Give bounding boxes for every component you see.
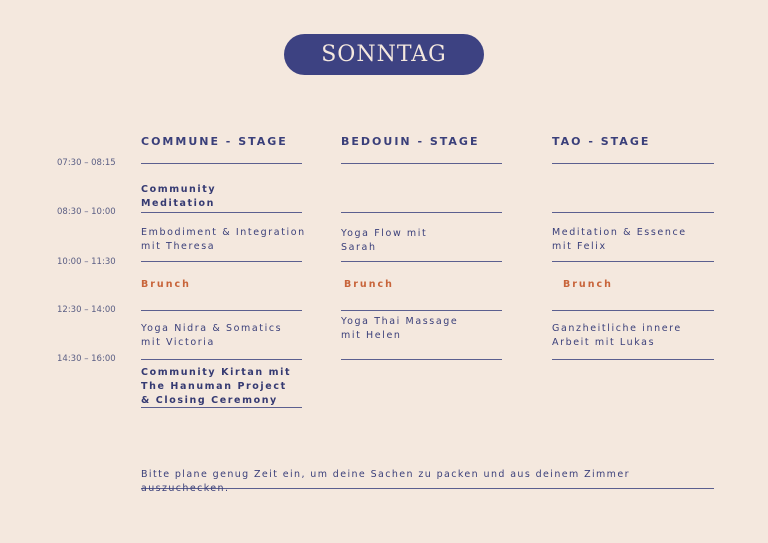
stage-header-tao: TAO - STAGE: [552, 135, 651, 148]
divider: [552, 359, 714, 360]
session-meditation-essence: Meditation & Essence mit Felix: [552, 227, 687, 252]
divider: [552, 310, 714, 311]
time-slot-2: 08:30 – 10:00: [57, 207, 116, 217]
time-slot-5: 14:30 – 16:00: [57, 354, 116, 364]
session-yoga-nidra: Yoga Nidra & Somatics mit Victoria: [141, 323, 283, 348]
divider: [141, 212, 302, 213]
divider: [341, 359, 502, 360]
divider: [141, 359, 302, 360]
day-title: SONNTAG: [284, 34, 484, 75]
divider: [341, 261, 502, 262]
session-brunch-bedouin: Brunch: [344, 279, 394, 290]
session-community-kirtan: Community Kirtan mit The Hanuman Project & Closing Ceremony: [141, 367, 292, 406]
divider: [141, 261, 302, 262]
divider: [341, 212, 502, 213]
divider: [552, 163, 714, 164]
time-slot-3: 10:00 – 11:30: [57, 257, 116, 267]
time-slot-4: 12:30 – 14:00: [57, 305, 116, 315]
footer-note: Bitte plane genug Zeit ein, um deine Sachen zu packen und aus deinem Zimmer auszuchecken.: [141, 469, 630, 494]
stage-header-commune: COMMUNE - STAGE: [141, 135, 288, 148]
divider: [552, 212, 714, 213]
session-ganzheitliche-arbeit: Ganzheitliche innere Arbeit mit Lukas: [552, 323, 682, 348]
stage-header-bedouin: BEDOUIN - STAGE: [341, 135, 480, 148]
session-embodiment: Embodiment & Integration mit Theresa: [141, 227, 306, 252]
session-community-meditation: Community Meditation: [141, 184, 217, 209]
divider: [141, 163, 302, 164]
session-yoga-flow: Yoga Flow mit Sarah: [341, 228, 428, 253]
divider: [341, 163, 502, 164]
time-slot-1: 07:30 – 08:15: [57, 158, 116, 168]
session-brunch-commune: Brunch: [141, 279, 191, 290]
divider: [552, 261, 714, 262]
divider: [141, 310, 302, 311]
session-yoga-thai-massage: Yoga Thai Massage mit Helen: [341, 316, 459, 341]
divider: [341, 310, 502, 311]
session-brunch-tao: Brunch: [563, 279, 613, 290]
